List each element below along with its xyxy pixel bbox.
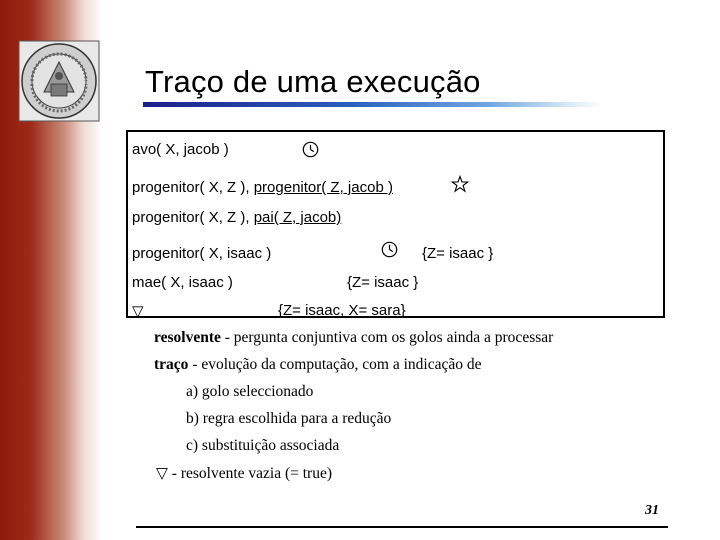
note-resolvente [154, 329, 553, 347]
clock-icon [381, 241, 398, 258]
term-resolvente: resolvente [154, 329, 221, 346]
left-sidebar-band [0, 0, 102, 540]
trace-line-5 [132, 274, 233, 291]
footer-rule [136, 526, 668, 528]
trace-line-3 [132, 209, 341, 226]
trace-line-2 [132, 179, 393, 196]
trace-line-1 [132, 141, 229, 158]
goal-prefix: progenitor( X, Z ), [132, 209, 254, 226]
def-resolvente: - pergunta conjuntiva com os golos ainda a processar [220, 329, 554, 346]
trace-line-4 [132, 245, 271, 262]
clock-icon [302, 141, 319, 158]
university-seal-icon [18, 40, 100, 122]
substitution-1: {Z= isaac } [422, 245, 494, 262]
note-empty-resolvent: ▽ - resolvente vazia (= true) [156, 465, 333, 482]
def-traco: - evolução da computação, com a indicação de [188, 356, 482, 373]
note-item-a: a) golo seleccionado [186, 383, 314, 400]
goal-progenitor-isaac: progenitor( X, isaac ) [132, 245, 272, 262]
selected-goal: progenitor( Z, jacob ) [253, 179, 393, 196]
slide-title: Traço de uma execução [145, 64, 481, 99]
note-traco [154, 356, 482, 374]
goal-avo: avo( X, jacob ) [132, 141, 229, 158]
note-item-c: c) substituição associada [186, 437, 340, 454]
star-icon [451, 175, 469, 193]
selected-goal: pai( Z, jacob) [253, 209, 342, 226]
title-underline-bar [143, 102, 603, 107]
goal-mae: mae( X, isaac ) [132, 274, 233, 291]
empty-resolvent-symbol: ▽ [132, 303, 144, 320]
goal-prefix: progenitor( X, Z ), [132, 179, 254, 196]
substitution-2: {Z= isaac } [347, 274, 419, 291]
note-item-b: b) regra escolhida para a redução [186, 410, 392, 427]
term-traco: traço [154, 356, 189, 373]
substitution-3: {Z= isaac, X= sara} [278, 302, 406, 319]
page-number: 31 [645, 503, 659, 518]
